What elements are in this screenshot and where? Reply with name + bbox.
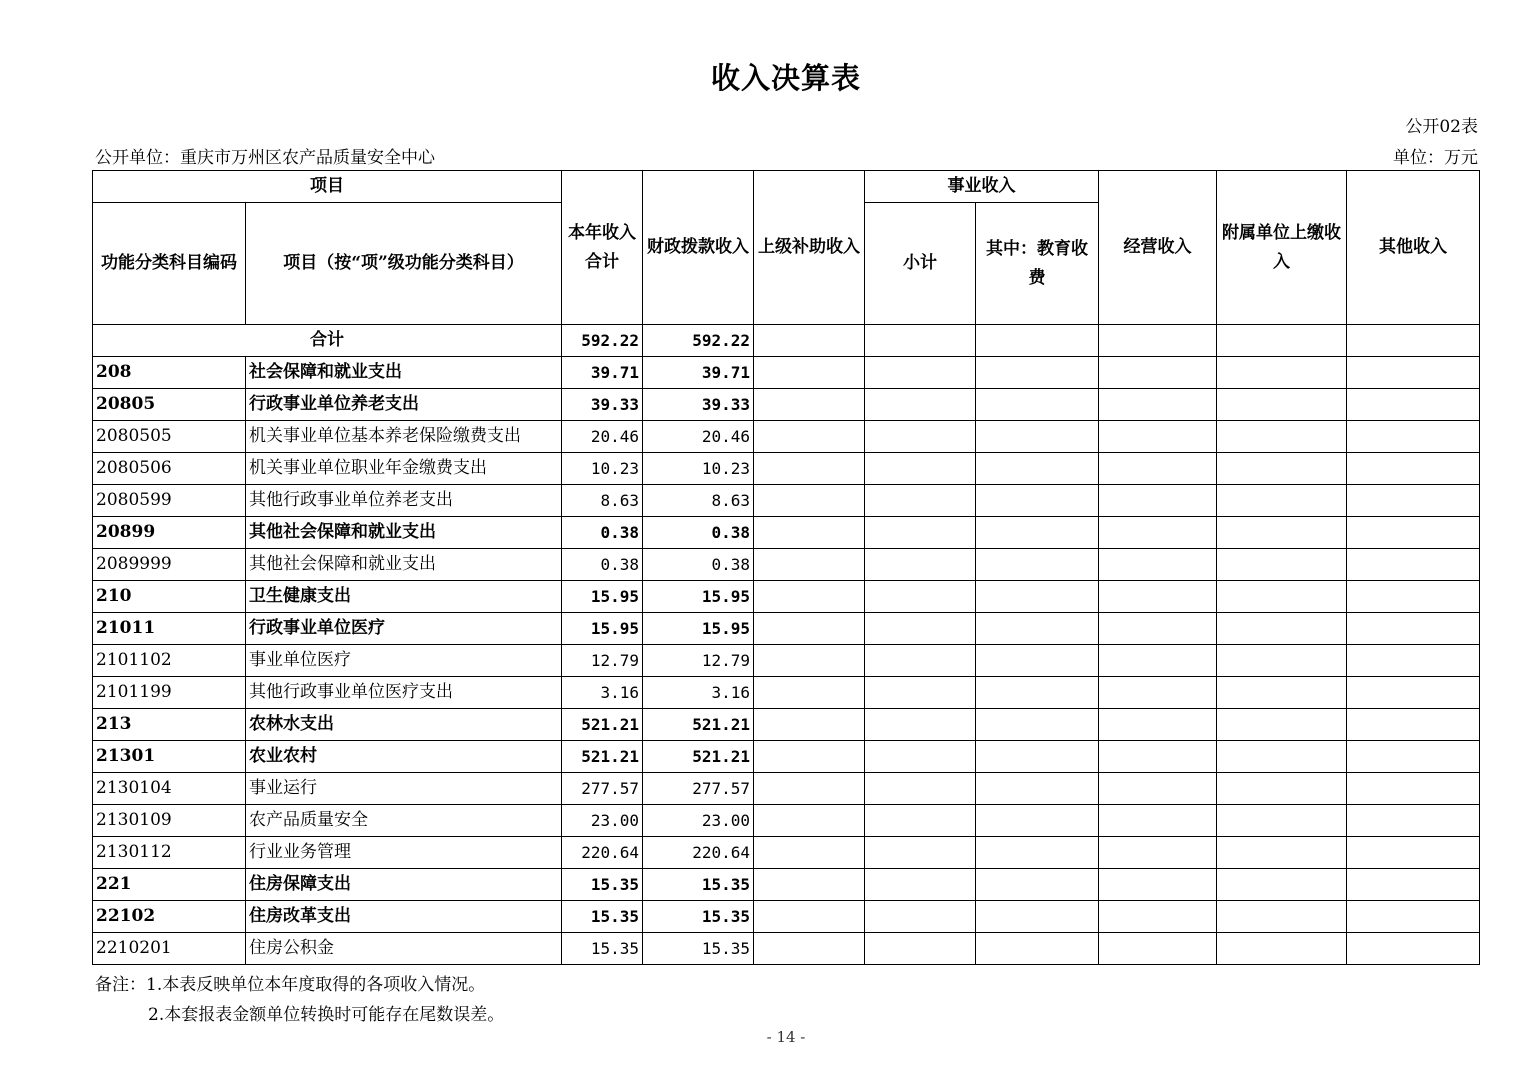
row-name: 农产品质量安全 bbox=[246, 805, 562, 837]
empty-cell bbox=[1217, 581, 1347, 613]
header-project: 项目 bbox=[93, 171, 562, 203]
empty-cell bbox=[1217, 517, 1347, 549]
empty-cell bbox=[865, 581, 976, 613]
empty-cell bbox=[976, 485, 1099, 517]
table-row bbox=[93, 645, 1480, 677]
row-total: 15.95 bbox=[562, 581, 643, 613]
empty-cell bbox=[976, 613, 1099, 645]
row-fiscal: 39.71 bbox=[643, 357, 754, 389]
row-fiscal: 39.33 bbox=[643, 389, 754, 421]
row-name: 机关事业单位职业年金缴费支出 bbox=[246, 453, 562, 485]
empty-cell bbox=[1347, 613, 1480, 645]
empty-cell bbox=[1099, 581, 1217, 613]
row-code: 2080505 bbox=[93, 421, 246, 453]
empty-cell bbox=[1347, 901, 1480, 933]
row-code: 2101102 bbox=[93, 645, 246, 677]
row-name: 行政事业单位医疗 bbox=[246, 613, 562, 645]
empty-cell bbox=[865, 709, 976, 741]
row-total: 277.57 bbox=[562, 773, 643, 805]
empty-cell bbox=[1347, 581, 1480, 613]
empty-cell bbox=[1347, 453, 1480, 485]
empty-cell bbox=[754, 517, 865, 549]
empty-cell bbox=[1099, 453, 1217, 485]
empty-cell bbox=[1347, 517, 1480, 549]
row-name: 其他行政事业单位养老支出 bbox=[246, 485, 562, 517]
row-name: 农林水支出 bbox=[246, 709, 562, 741]
empty-cell bbox=[754, 741, 865, 773]
row-total: 220.64 bbox=[562, 837, 643, 869]
empty-cell bbox=[976, 805, 1099, 837]
empty-cell bbox=[754, 677, 865, 709]
empty-cell bbox=[1099, 933, 1217, 965]
table-row bbox=[93, 389, 1480, 421]
header-name: 项目（按“项”级功能分类科目） bbox=[246, 203, 562, 325]
empty-cell bbox=[865, 933, 976, 965]
empty-cell bbox=[976, 549, 1099, 581]
row-fiscal: 23.00 bbox=[643, 805, 754, 837]
empty-cell bbox=[865, 677, 976, 709]
row-code: 208 bbox=[93, 357, 246, 389]
table-row bbox=[93, 837, 1480, 869]
empty-cell bbox=[1099, 357, 1217, 389]
row-total: 15.35 bbox=[562, 869, 643, 901]
row-code: 21301 bbox=[93, 741, 246, 773]
empty-cell bbox=[1347, 677, 1480, 709]
empty-cell bbox=[865, 485, 976, 517]
page-title: 收入决算表 bbox=[710, 61, 861, 95]
empty-cell bbox=[865, 613, 976, 645]
row-name: 行业业务管理 bbox=[246, 837, 562, 869]
row-name: 卫生健康支出 bbox=[246, 581, 562, 613]
row-code: 2130112 bbox=[93, 837, 246, 869]
empty-cell bbox=[754, 549, 865, 581]
empty-cell bbox=[754, 709, 865, 741]
empty-cell bbox=[1347, 741, 1480, 773]
header-other: 其他收入 bbox=[1347, 171, 1480, 325]
empty-cell bbox=[754, 645, 865, 677]
table-row bbox=[93, 613, 1480, 645]
empty-cell bbox=[754, 581, 865, 613]
empty-cell bbox=[976, 933, 1099, 965]
row-code: 20805 bbox=[93, 389, 246, 421]
empty-cell bbox=[865, 869, 976, 901]
empty-cell bbox=[976, 773, 1099, 805]
empty-cell bbox=[1099, 869, 1217, 901]
row-total: 12.79 bbox=[562, 645, 643, 677]
empty-cell bbox=[1099, 549, 1217, 581]
row-name: 社会保障和就业支出 bbox=[246, 357, 562, 389]
empty-cell bbox=[976, 869, 1099, 901]
empty-cell bbox=[865, 453, 976, 485]
empty-cell bbox=[1217, 869, 1347, 901]
row-code: 2080506 bbox=[93, 453, 246, 485]
empty-cell bbox=[1217, 645, 1347, 677]
empty-cell bbox=[976, 357, 1099, 389]
table-row bbox=[93, 869, 1480, 901]
form-number: 公开02表 bbox=[1405, 117, 1478, 137]
row-code: 2101199 bbox=[93, 677, 246, 709]
empty-cell bbox=[1347, 773, 1480, 805]
row-code: 2210201 bbox=[93, 933, 246, 965]
row-fiscal: 15.95 bbox=[643, 613, 754, 645]
empty-cell bbox=[865, 357, 976, 389]
empty-cell bbox=[1099, 613, 1217, 645]
empty-cell bbox=[1099, 901, 1217, 933]
empty-cell bbox=[1347, 837, 1480, 869]
empty-cell bbox=[754, 613, 865, 645]
header-affiliated: 附属单位上缴收入 bbox=[1217, 171, 1347, 325]
total-amount: 592.22 bbox=[562, 325, 643, 357]
empty-cell bbox=[865, 549, 976, 581]
empty-cell bbox=[976, 837, 1099, 869]
row-code: 21011 bbox=[93, 613, 246, 645]
row-name: 机关事业单位基本养老保险缴费支出 bbox=[246, 421, 562, 453]
empty-cell bbox=[754, 357, 865, 389]
row-total: 20.46 bbox=[562, 421, 643, 453]
row-name: 住房保障支出 bbox=[246, 869, 562, 901]
empty-cell bbox=[976, 709, 1099, 741]
empty-cell bbox=[1217, 837, 1347, 869]
row-total: 10.23 bbox=[562, 453, 643, 485]
empty-cell bbox=[1347, 933, 1480, 965]
row-name: 其他社会保障和就业支出 bbox=[246, 517, 562, 549]
empty-cell bbox=[1217, 805, 1347, 837]
empty-cell bbox=[1217, 357, 1347, 389]
header-fiscal: 财政拨款收入 bbox=[643, 171, 754, 325]
empty-cell bbox=[1347, 485, 1480, 517]
empty-cell bbox=[1099, 741, 1217, 773]
row-total: 15.95 bbox=[562, 613, 643, 645]
empty-cell bbox=[1099, 389, 1217, 421]
row-fiscal: 12.79 bbox=[643, 645, 754, 677]
row-code: 22102 bbox=[93, 901, 246, 933]
empty-cell bbox=[1347, 869, 1480, 901]
empty-cell bbox=[754, 869, 865, 901]
row-code: 2080599 bbox=[93, 485, 246, 517]
row-name: 事业单位医疗 bbox=[246, 645, 562, 677]
empty-cell bbox=[976, 645, 1099, 677]
table-row bbox=[93, 357, 1480, 389]
table-row bbox=[93, 805, 1480, 837]
row-fiscal: 8.63 bbox=[643, 485, 754, 517]
row-total: 39.33 bbox=[562, 389, 643, 421]
empty-cell bbox=[1099, 709, 1217, 741]
header-education: 其中：教育收费 bbox=[976, 203, 1099, 325]
header-subtotal: 小计 bbox=[865, 203, 976, 325]
row-code: 2089999 bbox=[93, 549, 246, 581]
empty-cell bbox=[1099, 805, 1217, 837]
table-row bbox=[93, 581, 1480, 613]
header-total: 本年收入合计 bbox=[562, 171, 643, 325]
empty-cell bbox=[1217, 389, 1347, 421]
empty-cell bbox=[754, 421, 865, 453]
row-name: 事业运行 bbox=[246, 773, 562, 805]
note-2: 2.本套报表金额单位转换时可能存在尾数误差。 bbox=[148, 1005, 505, 1025]
currency-unit: 单位：万元 bbox=[1393, 148, 1478, 168]
row-fiscal: 521.21 bbox=[643, 709, 754, 741]
table-row bbox=[93, 677, 1480, 709]
row-code: 20899 bbox=[93, 517, 246, 549]
row-total: 521.21 bbox=[562, 741, 643, 773]
row-fiscal: 0.38 bbox=[643, 517, 754, 549]
table-row bbox=[93, 453, 1480, 485]
empty-cell bbox=[1099, 645, 1217, 677]
empty-cell bbox=[1099, 485, 1217, 517]
row-code: 213 bbox=[93, 709, 246, 741]
note-1: 备注：1.本表反映单位本年度取得的各项收入情况。 bbox=[95, 975, 486, 995]
empty-cell bbox=[754, 773, 865, 805]
table-row bbox=[93, 741, 1480, 773]
empty-cell bbox=[1099, 421, 1217, 453]
table-row bbox=[93, 773, 1480, 805]
table-row bbox=[93, 517, 1480, 549]
empty-cell bbox=[865, 517, 976, 549]
row-name: 其他社会保障和就业支出 bbox=[246, 549, 562, 581]
empty-cell bbox=[1217, 709, 1347, 741]
row-total: 39.71 bbox=[562, 357, 643, 389]
empty-cell bbox=[865, 837, 976, 869]
row-name: 住房改革支出 bbox=[246, 901, 562, 933]
empty-cell bbox=[1217, 549, 1347, 581]
empty-cell bbox=[1099, 773, 1217, 805]
row-code: 210 bbox=[93, 581, 246, 613]
reporting-unit: 公开单位：重庆市万州区农产品质量安全中心 bbox=[95, 148, 435, 168]
empty-cell bbox=[754, 453, 865, 485]
empty-cell bbox=[976, 453, 1099, 485]
empty-cell bbox=[1099, 837, 1217, 869]
header-code: 功能分类科目编码 bbox=[93, 203, 246, 325]
empty-cell bbox=[976, 581, 1099, 613]
empty-cell bbox=[865, 645, 976, 677]
row-total: 0.38 bbox=[562, 517, 643, 549]
empty-cell bbox=[1347, 357, 1480, 389]
row-code: 2130104 bbox=[93, 773, 246, 805]
total-fiscal: 592.22 bbox=[643, 325, 754, 357]
row-fiscal: 0.38 bbox=[643, 549, 754, 581]
row-total: 8.63 bbox=[562, 485, 643, 517]
empty-cell bbox=[1217, 453, 1347, 485]
header-business: 事业收入 bbox=[865, 171, 1099, 203]
empty-cell bbox=[754, 837, 865, 869]
table-row bbox=[93, 901, 1480, 933]
empty-cell bbox=[865, 421, 976, 453]
row-fiscal: 521.21 bbox=[643, 741, 754, 773]
header-superior: 上级补助收入 bbox=[754, 171, 865, 325]
total-row bbox=[93, 325, 1480, 357]
empty-cell bbox=[754, 933, 865, 965]
empty-cell bbox=[1099, 517, 1217, 549]
row-fiscal: 15.35 bbox=[643, 869, 754, 901]
row-fiscal: 20.46 bbox=[643, 421, 754, 453]
empty-cell bbox=[865, 389, 976, 421]
empty-cell bbox=[754, 901, 865, 933]
table-row bbox=[93, 549, 1480, 581]
empty-cell bbox=[1347, 645, 1480, 677]
page-number: - 14 - bbox=[766, 1028, 806, 1046]
row-fiscal: 15.35 bbox=[643, 901, 754, 933]
empty-cell bbox=[1347, 549, 1480, 581]
empty-cell bbox=[1347, 805, 1480, 837]
row-name: 其他行政事业单位医疗支出 bbox=[246, 677, 562, 709]
row-total: 0.38 bbox=[562, 549, 643, 581]
row-fiscal: 10.23 bbox=[643, 453, 754, 485]
row-code: 2130109 bbox=[93, 805, 246, 837]
empty-cell bbox=[1347, 709, 1480, 741]
income-table bbox=[92, 170, 1480, 965]
empty-cell bbox=[1217, 933, 1347, 965]
total-label: 合计 bbox=[93, 325, 562, 357]
empty-cell bbox=[976, 741, 1099, 773]
empty-cell bbox=[754, 485, 865, 517]
empty-cell bbox=[1217, 421, 1347, 453]
row-total: 3.16 bbox=[562, 677, 643, 709]
empty-cell bbox=[754, 805, 865, 837]
row-total: 521.21 bbox=[562, 709, 643, 741]
empty-cell bbox=[865, 805, 976, 837]
empty-cell bbox=[1347, 421, 1480, 453]
row-fiscal: 15.95 bbox=[643, 581, 754, 613]
row-fiscal: 3.16 bbox=[643, 677, 754, 709]
empty-cell bbox=[1217, 485, 1347, 517]
empty-cell bbox=[976, 677, 1099, 709]
empty-cell bbox=[1347, 389, 1480, 421]
empty-cell bbox=[1217, 613, 1347, 645]
row-total: 15.35 bbox=[562, 901, 643, 933]
row-fiscal: 220.64 bbox=[643, 837, 754, 869]
header-operating: 经营收入 bbox=[1099, 171, 1217, 325]
empty-cell bbox=[754, 389, 865, 421]
empty-cell bbox=[1217, 741, 1347, 773]
row-name: 行政事业单位养老支出 bbox=[246, 389, 562, 421]
row-fiscal: 15.35 bbox=[643, 933, 754, 965]
empty-cell bbox=[1217, 677, 1347, 709]
empty-cell bbox=[1099, 677, 1217, 709]
empty-cell bbox=[976, 389, 1099, 421]
row-name: 农业农村 bbox=[246, 741, 562, 773]
empty-cell bbox=[1217, 773, 1347, 805]
table-row bbox=[93, 485, 1480, 517]
empty-cell bbox=[865, 773, 976, 805]
table-row bbox=[93, 709, 1480, 741]
row-total: 15.35 bbox=[562, 933, 643, 965]
empty-cell bbox=[865, 741, 976, 773]
empty-cell bbox=[976, 421, 1099, 453]
row-fiscal: 277.57 bbox=[643, 773, 754, 805]
table-body bbox=[93, 357, 1480, 965]
table-row bbox=[93, 933, 1480, 965]
row-code: 221 bbox=[93, 869, 246, 901]
empty-cell bbox=[865, 901, 976, 933]
empty-cell bbox=[1217, 901, 1347, 933]
empty-cell bbox=[976, 901, 1099, 933]
row-total: 23.00 bbox=[562, 805, 643, 837]
table-row bbox=[93, 421, 1480, 453]
empty-cell bbox=[976, 517, 1099, 549]
row-name: 住房公积金 bbox=[246, 933, 562, 965]
